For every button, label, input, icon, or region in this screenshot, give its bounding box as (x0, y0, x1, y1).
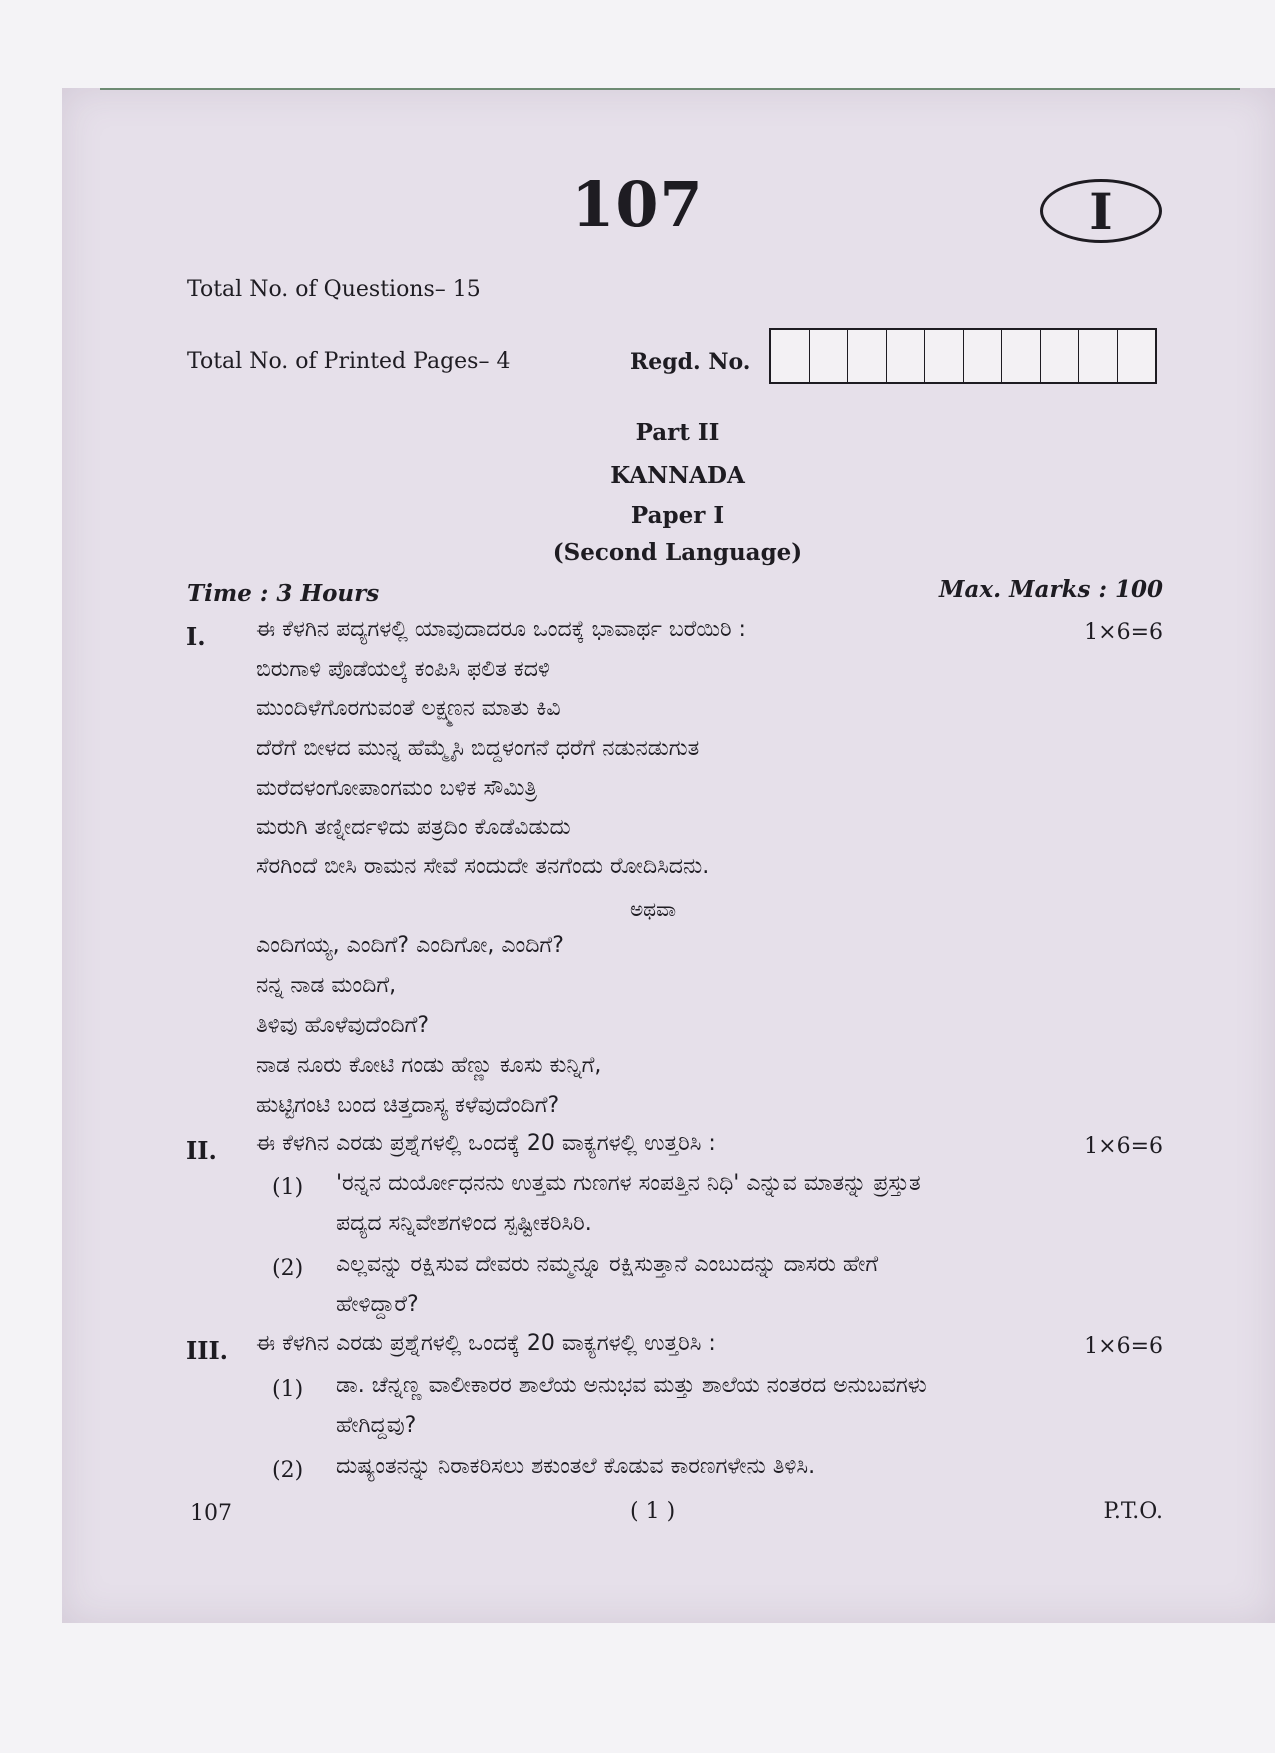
regd-box[interactable] (964, 330, 1003, 382)
language-heading: (Second Language) (552, 539, 803, 566)
or-separator: ಅಥವಾ (630, 897, 676, 921)
regd-box[interactable] (1079, 330, 1118, 382)
part-heading: Part II (635, 419, 720, 446)
poem-line: ದೆರೆಗೆ ಬೀಳದ ಮುನ್ನ ಹೆಮ್ಮೈಸಿ ಬಿದ್ದಳಂಗನೆ ಧರೆಗೆ ನಡುನಡುಗುತ (256, 736, 700, 761)
poem-line: ಮುಂದಿಳೆಗೊರಗುವಂತೆ ಲಕ್ಷ್ಮಣನ ಮಾತು ಕಿವಿ (256, 696, 561, 721)
question-instruction: ಈ ಕೆಳಗಿನ ಎರಡು ಪ್ರಶ್ನೆಗಳಲ್ಲಿ ಒಂದಕ್ಕೆ 20 ವಾಕ್ಯಗಳಲ್ಲಿ ಉತ್ತರಿಸಿ : (256, 1131, 716, 1156)
poem-line: ನಾಡ ನೂರು ಕೋಟಿ ಗಂಡು ಹೆಣ್ಣು ಕೂಸು ಕುನ್ನಿಗೆ, (256, 1053, 602, 1078)
footer-code: 107 (190, 1501, 232, 1526)
total-pages: Total No. of Printed Pages– 4 (187, 349, 511, 374)
regd-box[interactable] (925, 330, 964, 382)
question-marks: 1×6=6 (1084, 620, 1163, 645)
poem-line: ಹುಟ್ಟಿಗಂಟಿ ಬಂದ ಚಿತ್ತದಾಸ್ಯ ಕಳೆವುದೆಂದಿಗೆ? (256, 1093, 560, 1118)
regd-box[interactable] (1041, 330, 1080, 382)
question-instruction: ಈ ಕೆಳಗಿನ ಪದ್ಯಗಳಲ್ಲಿ ಯಾವುದಾದರೂ ಒಂದಕ್ಕೆ ಭಾವಾರ್ಥ ಬರೆಯಿರಿ : (256, 617, 746, 642)
option-text: ಎಲ್ಲವನ್ನು ರಕ್ಷಿಸುವ ದೇವರು ನಮ್ಮನ್ನೂ ರಕ್ಷಿಸುತ್ತಾನೆ ಎಂಬುದನ್ನು ದಾಸರು ಹೇಗೆ (336, 1252, 879, 1277)
regd-box[interactable] (887, 330, 926, 382)
option-text: ದುಷ್ಯಂತನನ್ನು ನಿರಾಕರಿಸಲು ಶಕುಂತಲೆ ಕೊಡುವ ಕಾರಣಗಳೇನು ತಿಳಿಸಿ. (336, 1454, 816, 1479)
option-text: ಹೇಳಿದ್ದಾರೆ? (336, 1292, 419, 1317)
question-instruction: ಈ ಕೆಳಗಿನ ಎರಡು ಪ್ರಶ್ನೆಗಳಲ್ಲಿ ಒಂದಕ್ಕೆ 20 ವಾಕ್ಯಗಳಲ್ಲಿ ಉತ್ತರಿಸಿ : (256, 1331, 716, 1356)
option-number: (2) (272, 1256, 304, 1281)
option-text: ಪದ್ಯದ ಸನ್ನಿವೇಶಗಳಿಂದ ಸ್ಪಷ್ಟೀಕರಿಸಿರಿ. (336, 1211, 592, 1236)
regd-box[interactable] (810, 330, 849, 382)
regd-box[interactable] (848, 330, 887, 382)
poem-line: ತಿಳಿವು ಹೊಳೆವುದೆಂದಿಗೆ? (256, 1013, 430, 1038)
question-number: II. (186, 1136, 217, 1165)
regd-box[interactable] (771, 330, 810, 382)
option-number: (1) (272, 1377, 304, 1402)
series-badge (1040, 179, 1162, 243)
sheet-edge-line (100, 88, 1240, 90)
poem-line: ಮರೆದಳಂಗೋಪಾಂಗಮಂ ಬಳಿಕ ಸೌಮಿತ್ರಿ (256, 776, 537, 801)
poem-line: ಬಿರುಗಾಳಿ ಪೊಡೆಯಲ್ಕೆ ಕಂಪಿಸಿ ಫಲಿತ ಕದಳಿ (256, 657, 550, 682)
regd-box[interactable] (1002, 330, 1041, 382)
question-marks: 1×6=6 (1084, 1334, 1163, 1359)
option-number: (2) (272, 1458, 304, 1483)
series-letter: I (1089, 181, 1113, 241)
time-allowed: Time : 3 Hours (187, 580, 380, 607)
regd-box[interactable] (1118, 330, 1156, 382)
poem-line: ಮರುಗಿ ತಣ್ನೀರ್ದಳಿದು ಪತ್ರದಿಂ ಕೊಡೆವಿಡುದು (256, 815, 571, 840)
please-turn-over: P.T.O. (1103, 1499, 1163, 1524)
question-marks: 1×6=6 (1084, 1134, 1163, 1159)
paper-heading: Paper I (630, 502, 725, 529)
poem-line: ಸೆರಗಿಂದೆ ಬೀಸಿ ರಾಮನ ಸೇವೆ ಸಂದುದೇ ತನಗೆಂದು ರೋದಿಸಿದನು. (256, 854, 710, 879)
max-marks: Max. Marks : 100 (939, 576, 1163, 603)
option-text: ಡಾ. ಚೆನ್ನಣ್ಣ ವಾಲೀಕಾರರ ಶಾಲೆಯ ಅನುಭವ ಮತ್ತು ಶಾಲೆಯ ನಂತರದ ಅನುಬವಗಳು (336, 1373, 927, 1398)
question-number: III. (186, 1336, 229, 1365)
poem-line: ಎಂದಿಗಯ್ಯ, ಎಂದಿಗೆ? ಎಂದಿಗೋ, ಎಂದಿಗೆ? (256, 933, 564, 958)
regd-label: Regd. No. (630, 349, 751, 375)
option-text: 'ರನ್ನನ ದುರ್ಯೋಧನನು ಉತ್ತಮ ಗುಣಗಳ ಸಂಪತ್ತಿನ ನಿಧಿ' ಎನ್ನುವ ಮಾತನ್ನು ಪ್ರಸ್ತುತ (336, 1171, 921, 1196)
paper-code: 107 (571, 168, 704, 241)
total-questions: Total No. of Questions– 15 (187, 277, 481, 302)
page-number: ( 1 ) (630, 1499, 676, 1524)
poem-line: ನನ್ನ ನಾಡ ಮಂದಿಗೆ, (256, 973, 397, 998)
regd-number-boxes[interactable] (769, 328, 1157, 384)
subject-heading: KANNADA (610, 462, 745, 489)
option-number: (1) (272, 1175, 304, 1200)
option-text: ಹೇಗಿದ್ದವು? (336, 1413, 417, 1438)
question-number: I. (186, 622, 206, 651)
